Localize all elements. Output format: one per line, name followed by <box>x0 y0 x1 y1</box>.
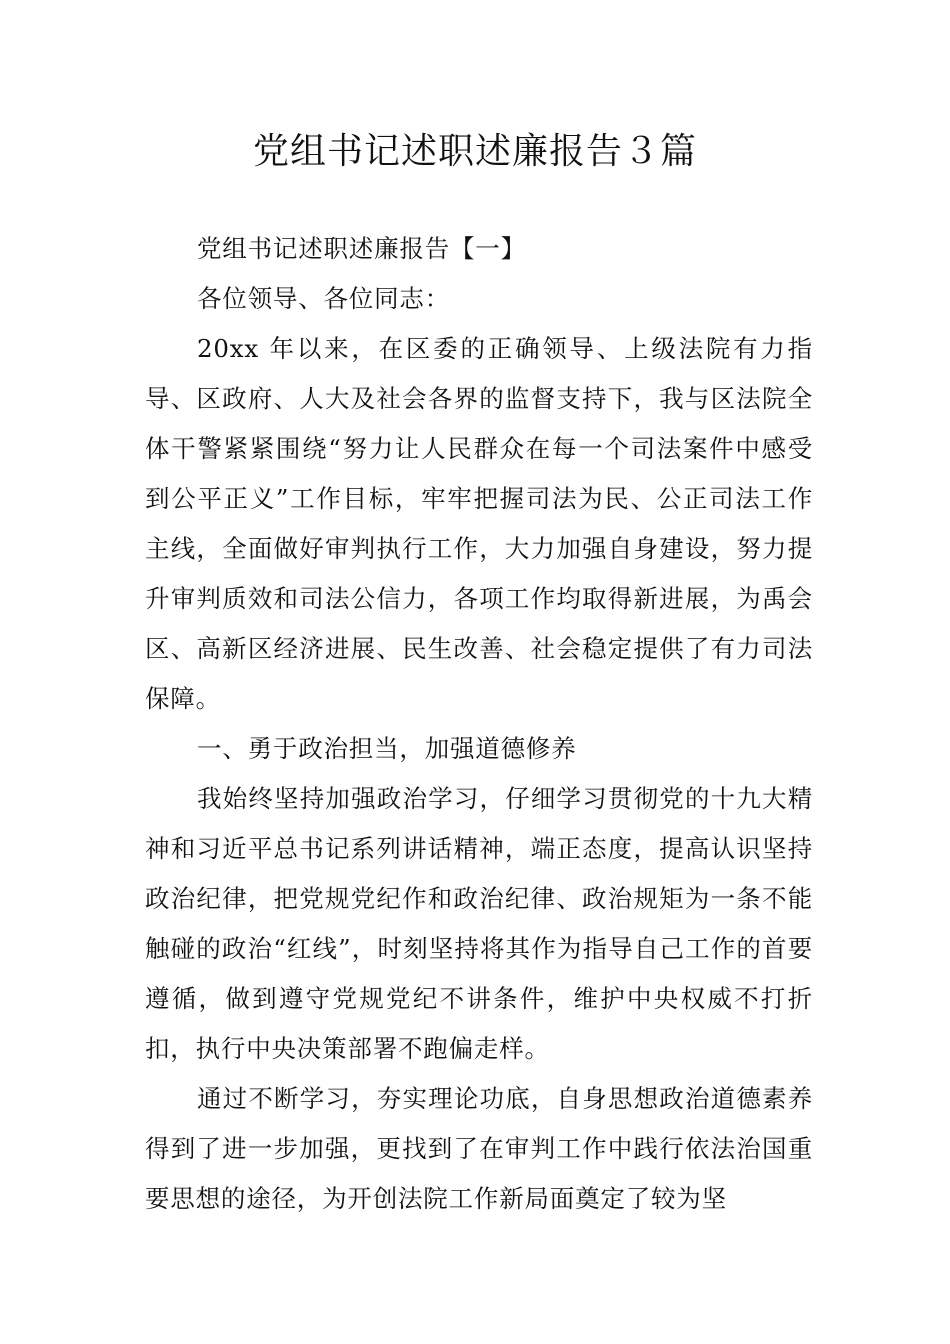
subheading-political: 一、勇于政治担当，加强道德修养 <box>197 734 577 763</box>
document-body <box>145 224 813 1224</box>
paragraph-political-study: 我始终坚持加强政治学习，仔细学习贯彻党的十九大精神和习近平总书记系列讲话精神，端正态度，提高认识坚持政治纪律，把党规党纪作和政治纪律、政治规矩为一条不能触碰的政治“红线”，时刻坚持将其作为指导自己工作的首要遵循，做到遵守党规党纪不讲条件，维护中央权威不打折扣，执行中央决策部署不跑偏走样。 <box>145 784 813 1063</box>
document-title: 党组书记述职述廉报告３篇 <box>252 131 697 172</box>
section-heading: 党组书记述职述廉报告【一】 <box>197 234 526 263</box>
paragraph-intro: 20xx 年以来，在区委的正确领导、上级法院有力指导、区政府、人大及社会各界的监督支持下，我与区法院全体干警紧紧围绕“努力让人民群众在每一个司法案件中感受到公平正义”工作目标，牢牢把握司法为民、公正司法工作主线，全面做好审判执行工作，大力加强自身建设，努力提升审判质效和司法公信力，各项工作均取得新进展，为禹会区、高新区经济进展、民生改善、社会稳定提供了有力司法保障。 <box>145 334 813 713</box>
paragraph-learning-results: 通过不断学习，夯实理论功底，自身思想政治道德素养得到了进一步加强，更找到了在审判工作中践行依法治国重要思想的途径，为开创法院工作新局面奠定了较为坚 <box>145 1084 813 1213</box>
salutation: 各位领导、各位同志： <box>197 284 450 313</box>
